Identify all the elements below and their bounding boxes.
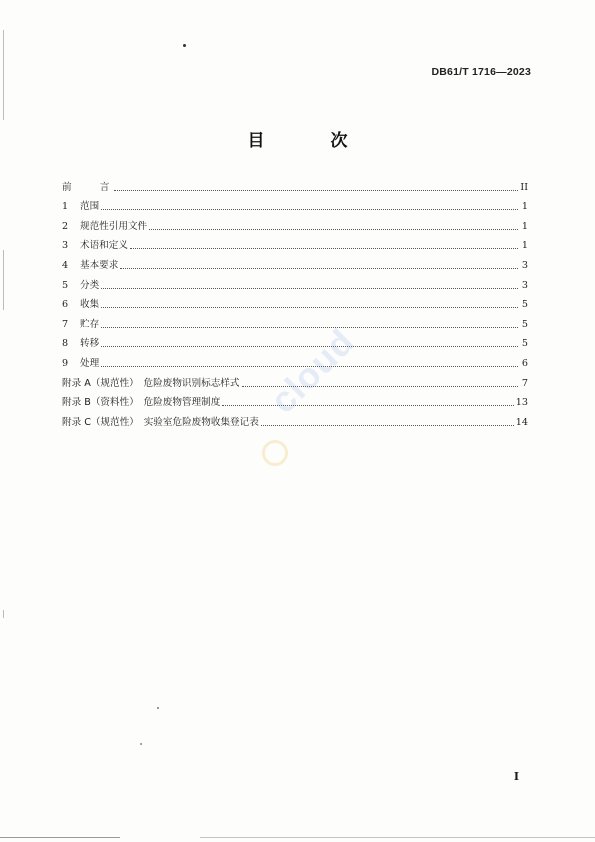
- watermark-text: cloud: [262, 320, 363, 421]
- toc-entry-label: 分类: [80, 279, 100, 291]
- toc-entry-label: 处理: [80, 357, 100, 369]
- toc-entry-number: 3: [62, 240, 69, 252]
- toc-entry-label: 基本要求: [80, 259, 119, 271]
- toc-entry[interactable]: [62, 272, 528, 292]
- toc-entry-number: 5: [62, 279, 69, 291]
- toc-entry[interactable]: [62, 311, 528, 331]
- toc-entry-page: 6: [521, 357, 528, 369]
- scan-bottom-edge: [0, 837, 120, 838]
- toc-dot-leader: [222, 404, 513, 406]
- toc-entry-page: 5: [521, 318, 528, 330]
- toc-entry-number: 6: [62, 299, 69, 311]
- toc-entry-label: 转移: [80, 338, 100, 350]
- toc-entry-label: 规范性引用文件: [80, 220, 148, 232]
- toc-entry-page: 3: [521, 259, 528, 271]
- toc-entry[interactable]: [62, 252, 528, 272]
- watermark-ring: [262, 440, 288, 466]
- toc-entry-label: 收集: [80, 299, 100, 311]
- toc-entry-number: 7: [62, 318, 69, 330]
- toc-dot-leader: [120, 267, 518, 269]
- toc-entry-page: 14: [515, 416, 528, 428]
- toc-dot-leader: [101, 287, 518, 289]
- toc-entry-label: 附录 A（规范性） 危险废物识别标志样式: [62, 377, 240, 389]
- scan-speck: [157, 707, 159, 709]
- toc-dot-leader: [149, 228, 518, 230]
- toc-entry-number: 9: [62, 357, 69, 369]
- toc-entry-number: 4: [62, 259, 69, 271]
- toc-dot-leader: [261, 424, 514, 426]
- toc-entry-page: 5: [521, 299, 528, 311]
- scan-edge-mark: [3, 250, 4, 310]
- toc-dot-leader: [114, 189, 518, 191]
- toc-entry[interactable]: [62, 174, 528, 194]
- scan-edge-mark: [3, 610, 4, 618]
- page-number: I: [513, 770, 519, 783]
- scan-speck: [140, 743, 142, 745]
- toc-entry-label: 前 言: [62, 181, 113, 193]
- toc-entry-page: II: [520, 181, 528, 193]
- toc-entry[interactable]: [62, 233, 528, 253]
- toc-entry-page: 13: [515, 397, 528, 409]
- toc-entry-label: 术语和定义: [80, 240, 128, 252]
- toc-dot-leader: [101, 306, 518, 308]
- toc-entry-number: 2: [62, 220, 69, 232]
- toc-entry-number: 8: [62, 338, 69, 350]
- toc-entry[interactable]: [62, 292, 528, 312]
- toc-dot-leader: [101, 208, 518, 210]
- page-title: 目 次: [247, 131, 378, 151]
- toc-entry-page: 1: [521, 220, 528, 232]
- toc-entry[interactable]: [62, 331, 528, 351]
- scan-bottom-edge: [200, 837, 595, 838]
- toc-entry-page: 1: [521, 240, 528, 252]
- toc-entry[interactable]: [62, 194, 528, 214]
- scan-speck: [183, 44, 186, 47]
- toc-dot-leader: [130, 247, 518, 249]
- toc-entry[interactable]: [62, 213, 528, 233]
- document-code: DB61/T 1716—2023: [431, 66, 531, 78]
- scan-edge-mark: [3, 30, 4, 120]
- toc-entry-label: 贮存: [80, 318, 100, 330]
- toc-entry-page: 7: [521, 377, 528, 389]
- toc-dot-leader: [101, 326, 518, 328]
- toc-entry-page: 5: [521, 338, 528, 350]
- toc-entry-page: 1: [521, 201, 528, 213]
- toc-entry-page: 3: [521, 279, 528, 291]
- toc-entry-label: 范围: [80, 201, 100, 213]
- toc-entry-label: 附录 C（规范性） 实验室危险废物收集登记表: [62, 416, 259, 428]
- toc-entry-label: 附录 B（资料性） 危险废物管理制度: [62, 397, 221, 409]
- toc-entry-number: 1: [62, 201, 69, 213]
